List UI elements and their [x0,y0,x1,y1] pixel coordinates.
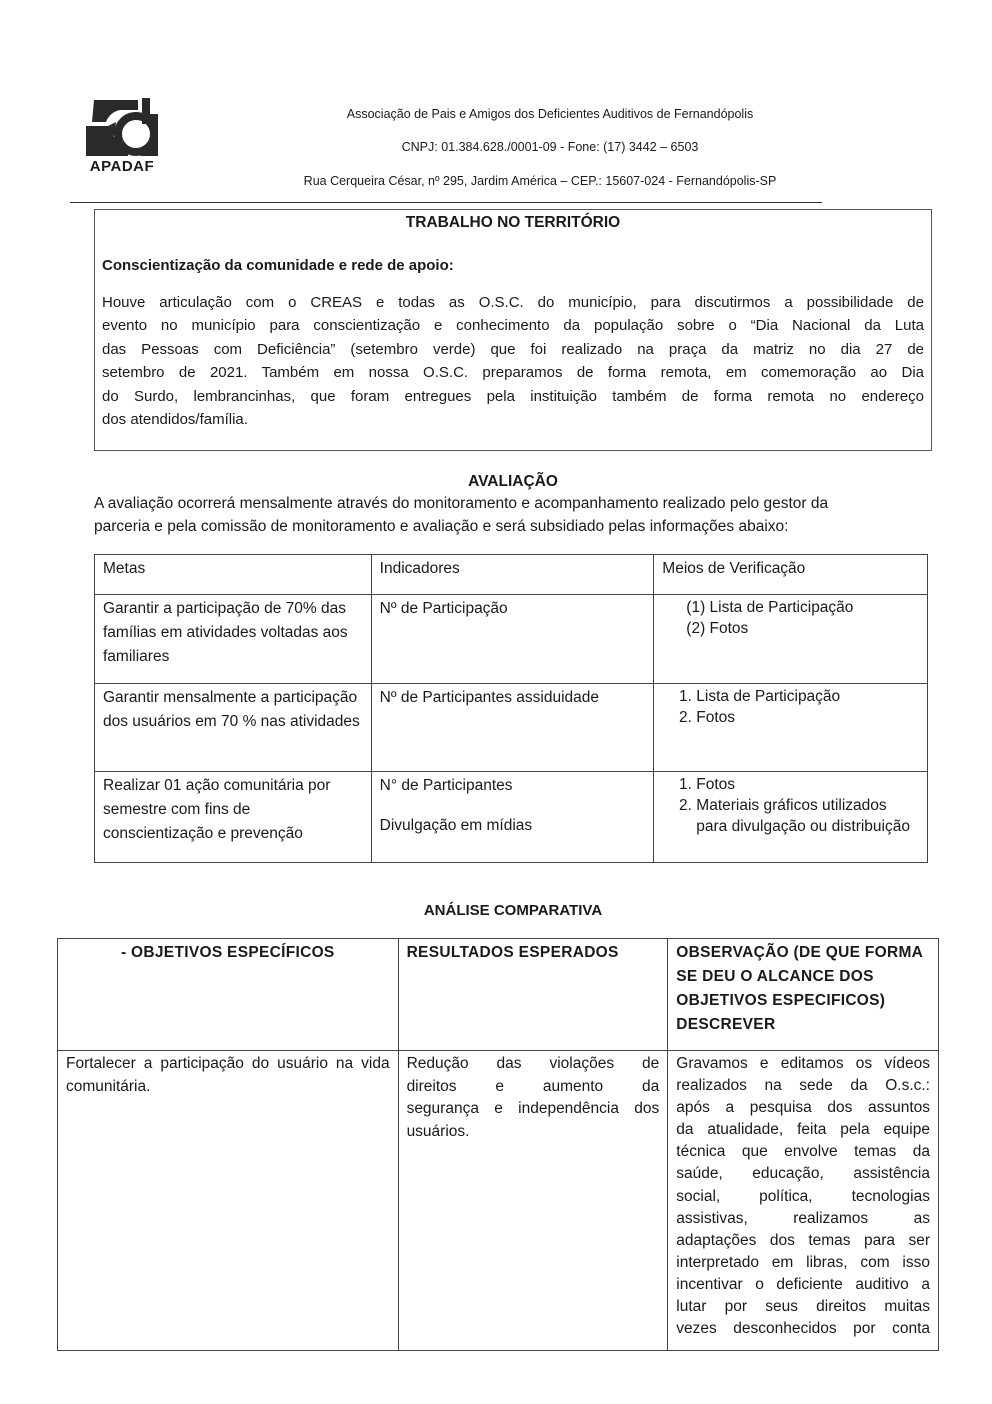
table-header-cell: Indicadores [371,555,654,595]
indicador-text: Divulgação em mídias [379,817,533,834]
observacao-line: saúde, educação, assistência [676,1165,930,1183]
apadaf-logo [76,96,168,178]
table-header-cell: OBSERVAÇÃO (DE QUE FORMA SE DEU O ALCANCE DOS OBJETIVOS ESPECIFICOS) DESCREVER [668,939,939,1051]
resultado-line: direitos e aumento da [406,1077,660,1095]
analise-table [57,938,939,1351]
header-divider [70,202,822,203]
table-header-row [58,939,939,1051]
meios-cell [654,684,928,772]
avaliacao-table [94,554,928,863]
territorio-line: evento no município para conscientização e conhecimento da população sobre o “Dia Nacional da Luta [102,317,924,335]
avaliacao-title: AVALIAÇÃO [468,473,558,490]
observacao-line: assistivas, realizamos as [676,1209,930,1227]
table-header-cell: RESULTADOS ESPERADOS [398,939,668,1051]
org-cnpj-phone: CNPJ: 01.384.628./0001-09 - Fone: (17) 3442 – 6503 [401,140,699,154]
resultado-line: segurança e independência dos [406,1100,660,1117]
objetivo-cell: Fortalecer a participação do usuário na vida comunitária. [58,1051,399,1351]
list-item: (1) Lista de Participação [686,599,854,616]
list-item: 1. Lista de Participação [696,686,919,707]
meios-cell [654,772,928,863]
territorio-line: do Surdo, lembrancinhas, que foram entregues pela instituição também de forma remota no endereço [102,387,924,405]
resultado-cell [398,1051,668,1351]
observacao-line: interpretado em libras, com isso [676,1253,930,1271]
resultado-line: usuários. [406,1122,470,1140]
observacao-cell [668,1051,939,1351]
table-row [95,595,928,684]
org-address: Rua Cerqueira César, nº 295, Jardim América – CEP.: 15607-024 - Fernandópolis-SP [303,174,777,188]
meta-cell: Realizar 01 ação comunitária por semestre com fins de conscientização e prevenção [95,772,372,863]
meta-cell: Garantir mensalmente a participação dos usuários em 70 % nas atividades [95,684,372,772]
table-header-cell: - OBJETIVOS ESPECÍFICOS [58,939,399,1051]
table-row [95,772,928,863]
territorio-subtitle: Conscientização da comunidade e rede de apoio: [102,257,454,274]
list-item: (2) Fotos [686,620,749,637]
indicador-cell: Nº de Participantes assiduidade [371,684,654,772]
meio-text: Fotos [709,620,749,637]
avaliacao-intro-line: A avaliação ocorrerá mensalmente através do monitoramento e acompanhamento realizado pelo gestor da [94,495,829,512]
observacao-line: incentivar o deficiente auditivo a [676,1275,930,1293]
territorio-line: dos atendidos/família. [102,411,248,429]
meio-text: Lista de Participação [709,599,854,616]
observacao-line: após a pesquisa dos assuntos [676,1099,930,1117]
indicador-cell [371,772,654,863]
table-header-cell: Metas [95,555,372,595]
observacao-line: vezes desconhecidos por conta [676,1320,930,1338]
table-header-row [95,555,928,595]
avaliacao-intro-line: parceria e pela comissão de monitoramento e avaliação e será subsidiado pelas informações abaixo: [94,518,789,535]
list-item: 2. Fotos [696,707,919,728]
logo-text: APADAF [89,158,155,175]
observacao-line: Gravamos e editamos os vídeos [676,1055,930,1072]
meios-cell [654,595,928,684]
org-name: Associação de Pais e Amigos dos Deficientes Auditivos de Fernandópolis [346,107,754,121]
table-header-cell: Meios de Verificação [654,555,928,595]
observacao-line: lutar por seus direitos muitas [676,1298,930,1316]
observacao-line: da atualidade, feita pela equipe [676,1121,930,1139]
observacao-line: adaptações dos temas para ser [676,1231,930,1249]
analise-title: ANÁLISE COMPARATIVA [423,902,603,919]
list-item: 1. Fotos [696,774,919,795]
indicador-cell: Nº de Participação [371,595,654,684]
observacao-line: social, política, tecnologias [676,1187,930,1205]
apadaf-logo-mark [80,96,164,158]
list-item: 2. Materiais gráficos utilizados para divulgação ou distribuição [696,795,919,837]
territorio-paragraph [102,291,924,431]
observacao-line: técnica que envolve temas da [676,1143,930,1161]
table-row [95,684,928,772]
territorio-line: das Pessoas com Deficiência” (setembro verde) que foi realizado na praça da matriz no dia 27 de [102,340,924,358]
avaliacao-intro [94,492,938,538]
table-row [58,1051,939,1351]
indicador-text: N° de Participantes [379,777,513,794]
meta-cell: Garantir a participação de 70% das famílias em atividades voltadas aos familiares [95,595,372,684]
observacao-line: realizados na sede da O.s.c.: [676,1077,930,1095]
territorio-line: Houve articulação com o CREAS e todas as O.S.C. do município, para discutirmos a possibilidade de [102,294,924,311]
resultado-line: Redução das violações de [406,1055,660,1072]
territorio-title: TRABALHO NO TERRITÓRIO [405,214,621,231]
territorio-line: setembro de 2021. Também em nossa O.S.C. preparamos de forma remota, em comemoração ao Dia [102,364,924,382]
